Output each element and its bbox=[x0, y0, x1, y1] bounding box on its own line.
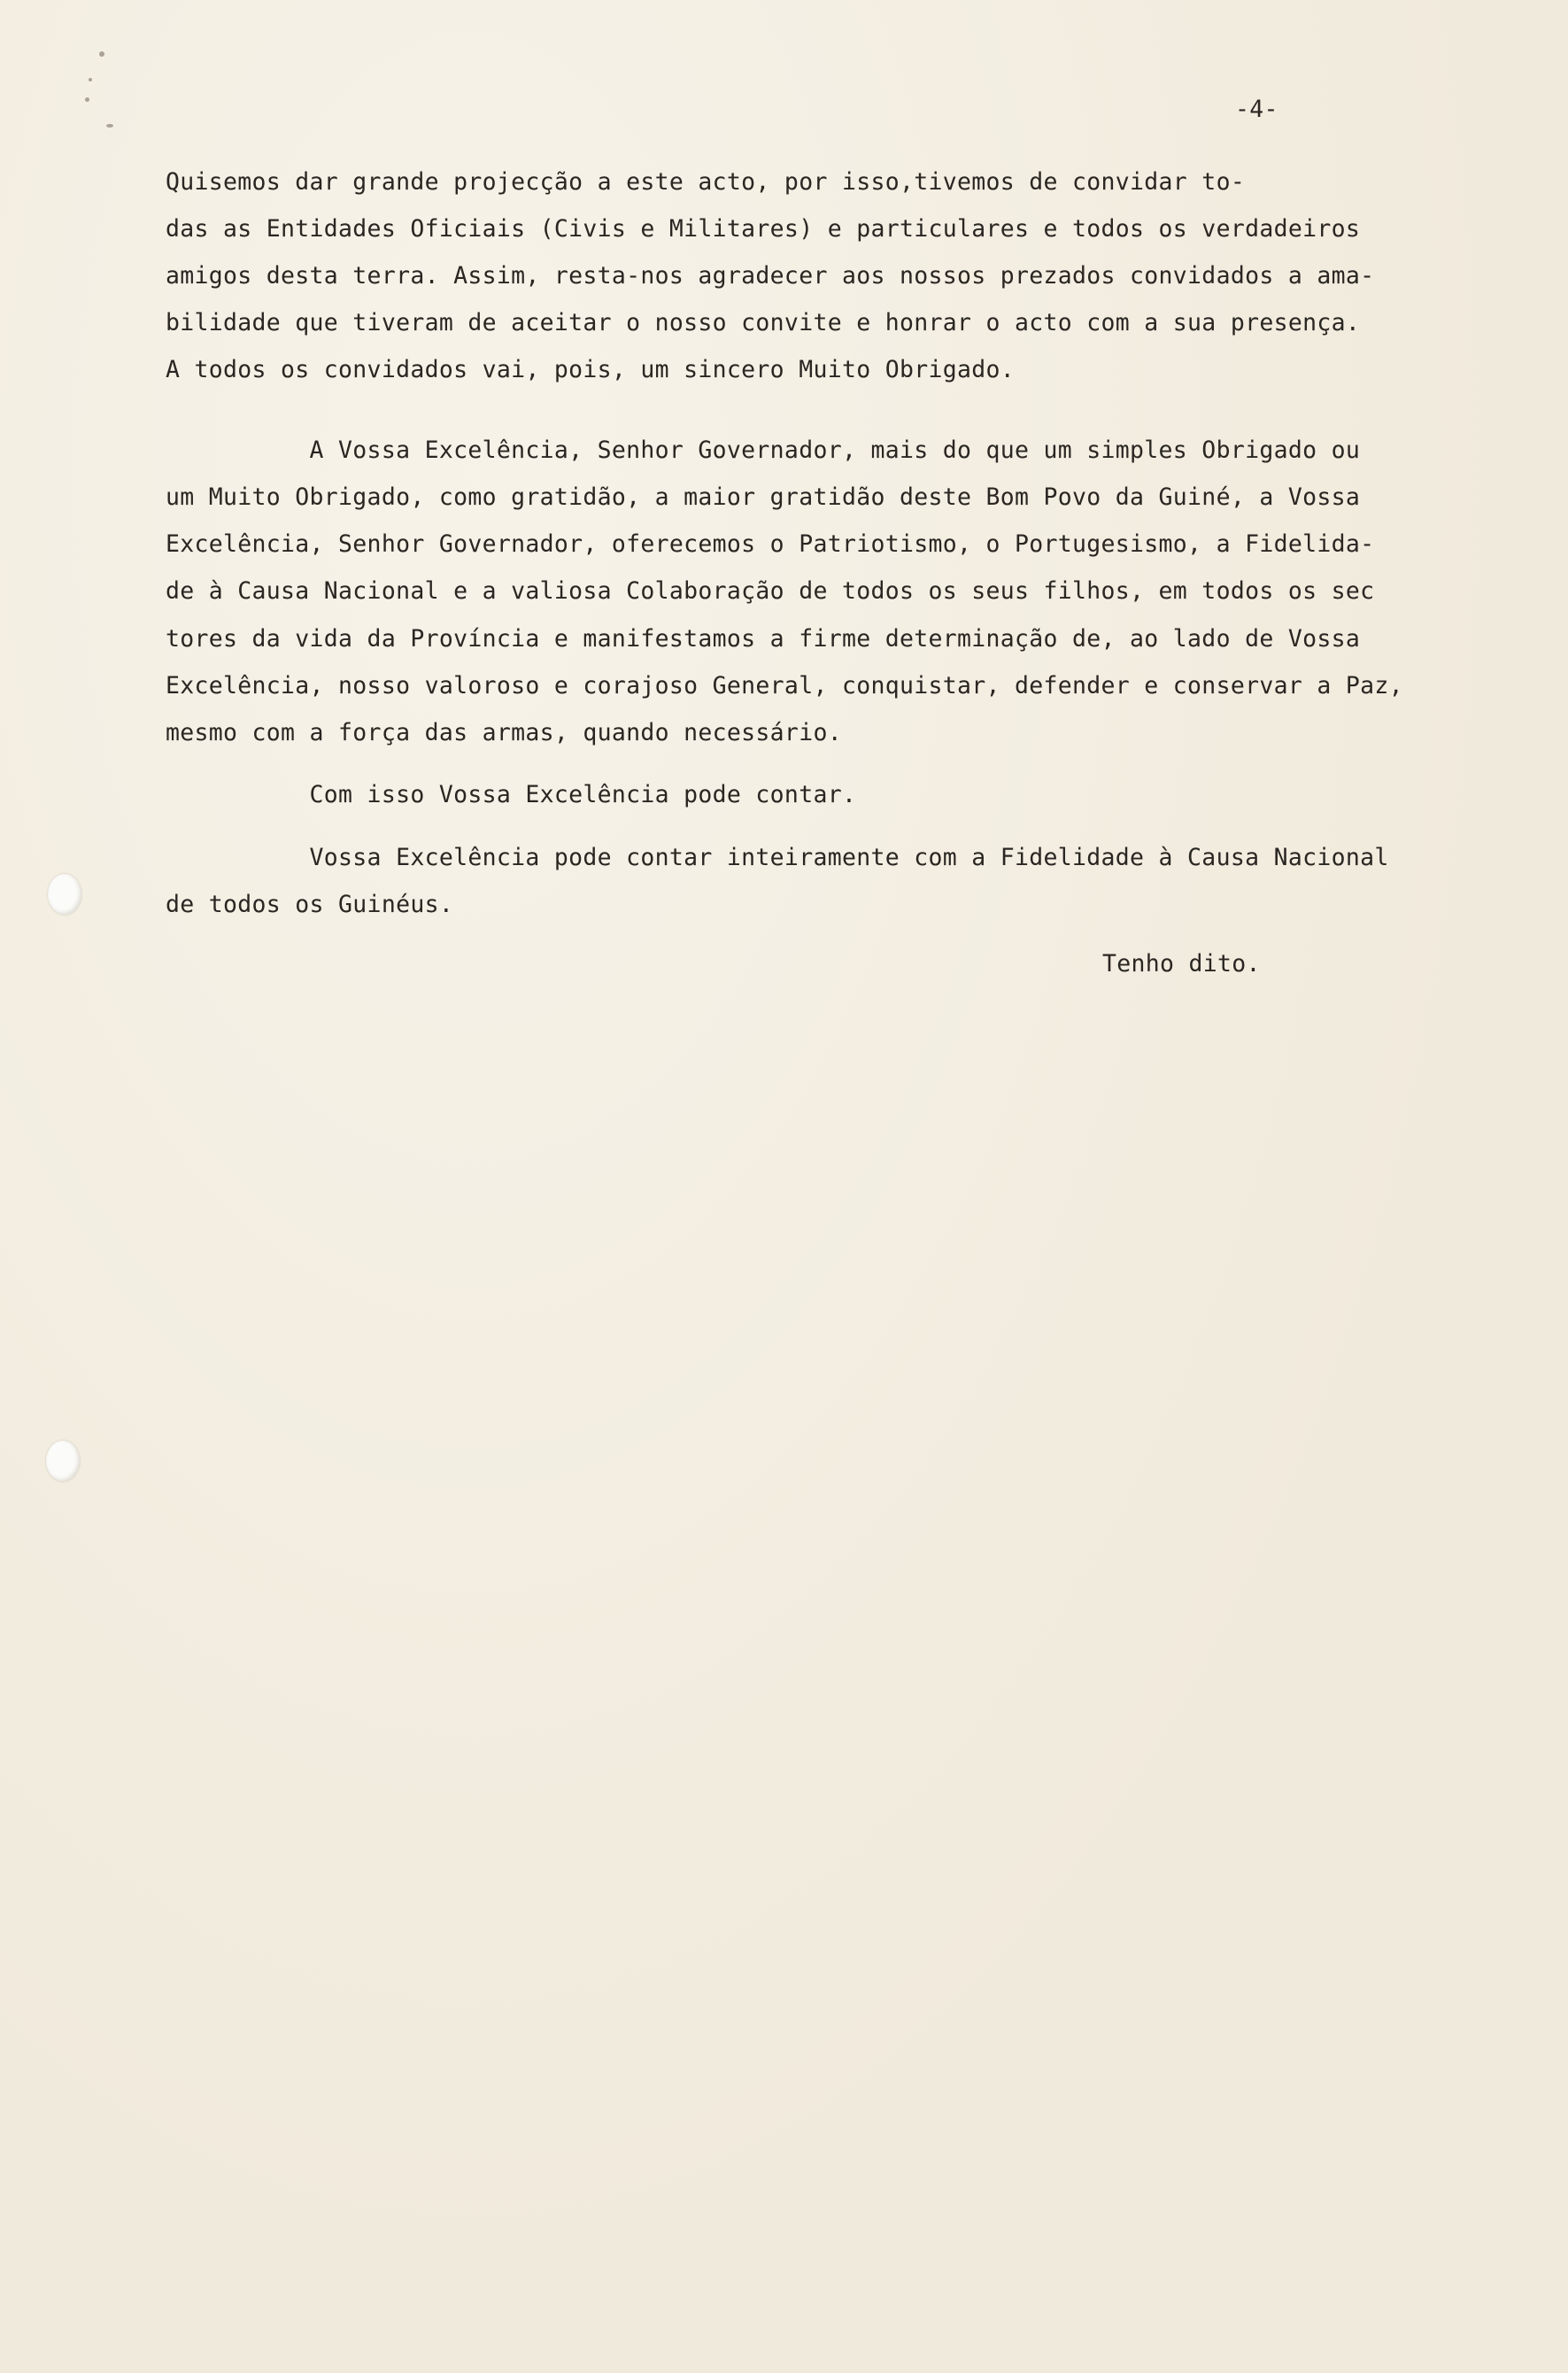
text-line: de à Causa Nacional e a valiosa Colaboração de todos os seus filhos, em todos os sec bbox=[166, 577, 1375, 605]
text-line: Quisemos dar grande projecção a este acto, por isso,tivemos de convidar to- bbox=[166, 168, 1246, 196]
text-line: tores da vida da Província e manifestamos a firme determinação de, ao lado de Vossa bbox=[166, 625, 1361, 653]
text-line: Excelência, Senhor Governador, oferecemos o Patriotismo, o Portugesismo, a Fidelida- bbox=[166, 530, 1375, 558]
text-line: das as Entidades Oficiais (Civis e Militares) e particulares e todos os verdadeiros bbox=[166, 215, 1361, 243]
paragraph-3: Com isso Vossa Excelência pode contar. bbox=[166, 781, 857, 808]
punch-hole-top bbox=[48, 874, 81, 915]
text-line: Vossa Excelência pode contar inteiramente com a Fidelidade à Causa Nacional bbox=[166, 844, 1389, 871]
paper-smudge bbox=[99, 51, 104, 57]
text-line: mesmo com a força das armas, quando necessário. bbox=[166, 719, 842, 746]
text-line: bilidade que tiveram de aceitar o nosso convite e honrar o acto com a sua presença. bbox=[166, 309, 1361, 336]
text-line: A Vossa Excelência, Senhor Governador, mais do que um simples Obrigado ou bbox=[166, 437, 1361, 464]
signoff: Tenho dito. bbox=[1102, 950, 1261, 978]
text-line: um Muito Obrigado, como gratidão, a maior gratidão deste Bom Povo da Guiné, a Vossa bbox=[166, 483, 1361, 511]
text-line: A todos os convidados vai, pois, um sincero Muito Obrigado. bbox=[166, 356, 1016, 383]
paper-smudge bbox=[85, 97, 89, 102]
page-number: -4- bbox=[1235, 96, 1278, 123]
text-line: amigos desta terra. Assim, resta-nos agradecer aos nossos prezados convidados a ama- bbox=[166, 262, 1375, 290]
punch-hole-bottom bbox=[46, 1441, 80, 1481]
paper-smudge bbox=[106, 124, 113, 128]
text-line: de todos os Guinéus. bbox=[166, 891, 454, 918]
text-line: Excelência, nosso valoroso e corajoso General, conquistar, defender e conservar a Paz, bbox=[166, 672, 1403, 700]
paper-smudge bbox=[89, 78, 92, 81]
